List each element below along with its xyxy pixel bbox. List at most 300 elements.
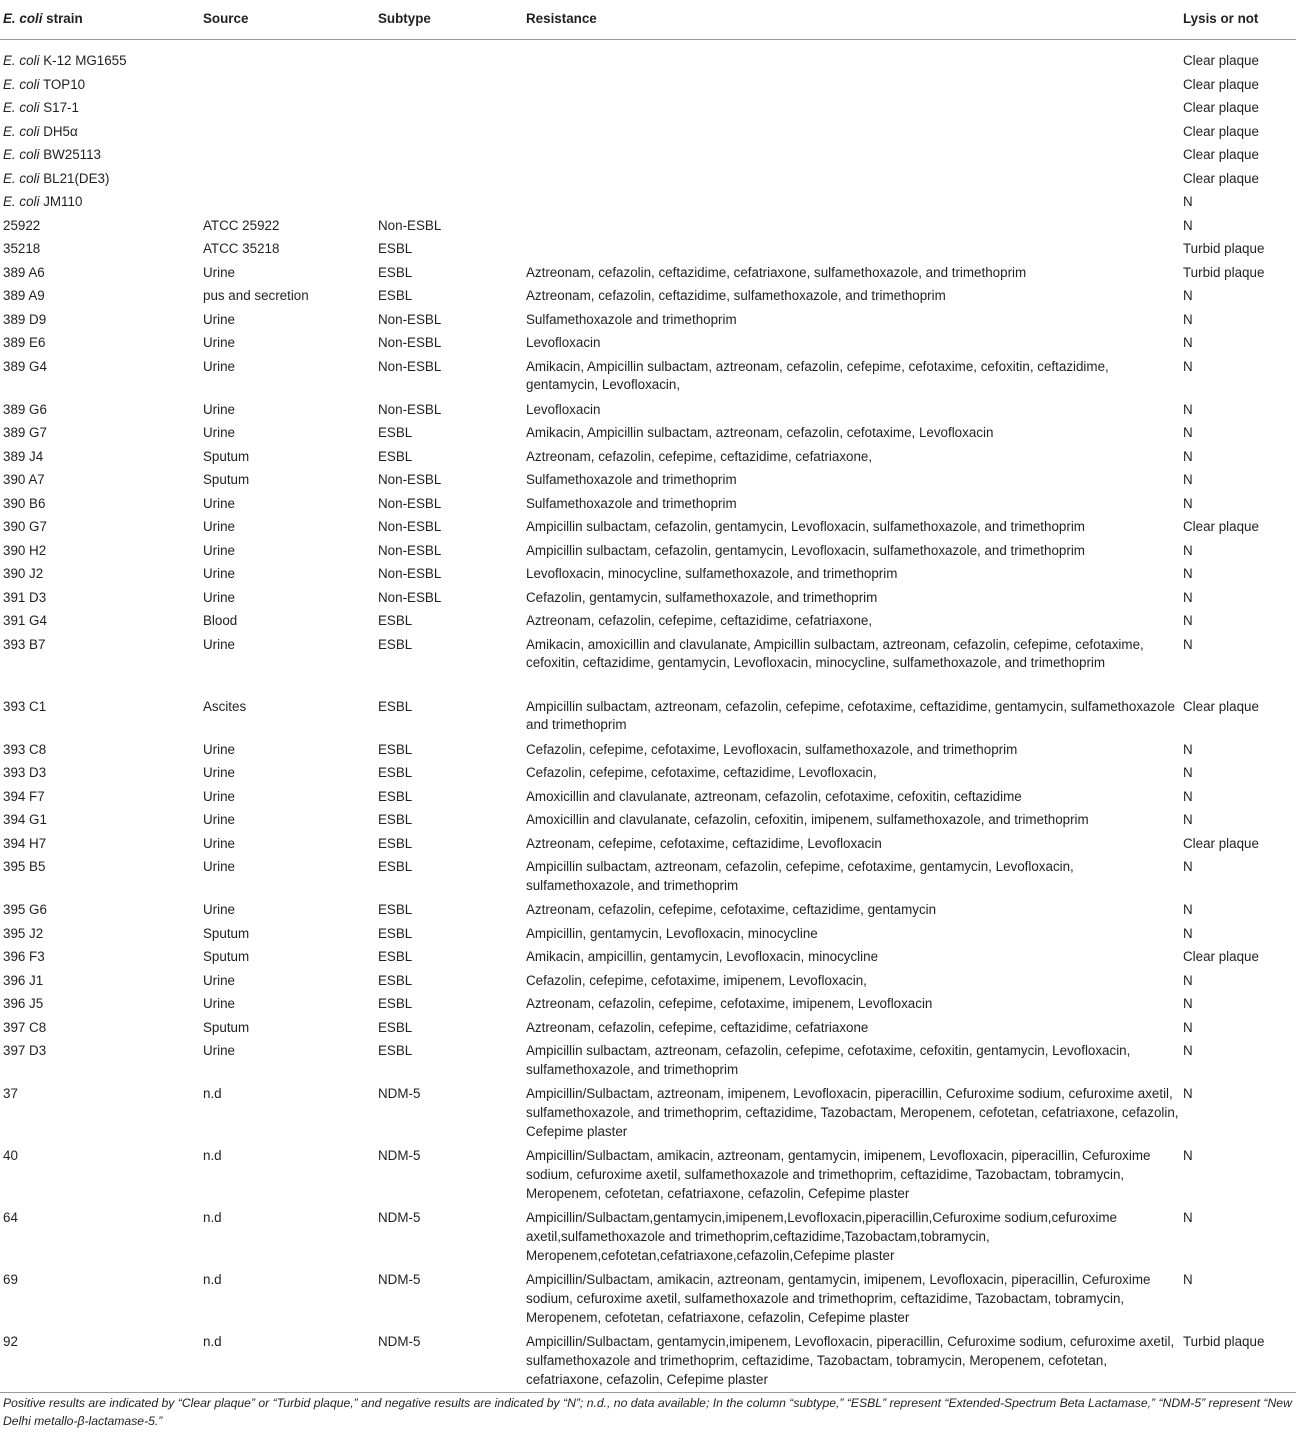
table-row <box>0 96 1296 120</box>
cell-strain-italic: E. coli <box>3 76 40 92</box>
cell-source <box>200 49 375 73</box>
cell-strain <box>0 445 200 469</box>
table-row <box>0 237 1296 261</box>
cell-lysis: Clear plaque <box>1183 698 1259 714</box>
table-row <box>0 1016 1296 1040</box>
cell-resistance: Ampicillin/Sulbactam,gentamycin,imipenem,Levofloxacin,piperacillin,Cefuroxime sodium,cefuroxime axetil,sulfamethoxazole and trimethoprim,ceftazidime,Tazobactam,tobramycin, Meropenem,cefotetan,cefatriaxone,cefazolin,Cefepime plaster <box>526 1210 1117 1263</box>
cell-strain-italic: E. coli <box>3 123 40 139</box>
cell-strain <box>0 761 200 785</box>
cell-resistance <box>523 120 1180 144</box>
cell-strain-name: 395 J2 <box>3 925 44 941</box>
cell-source <box>200 73 375 97</box>
table-row <box>0 120 1296 144</box>
cell-lysis: N <box>1183 1148 1193 1163</box>
cell-source: Blood <box>203 613 238 628</box>
cell-subtype: ESBL <box>378 902 413 917</box>
cell-subtype: ESBL <box>378 972 413 988</box>
table-row <box>0 468 1296 492</box>
cell-strain <box>0 190 200 214</box>
cell-strain <box>0 421 200 445</box>
table-row <box>0 167 1296 191</box>
cell-subtype: ESBL <box>378 698 413 714</box>
table-row <box>0 355 1296 398</box>
cell-lysis: N <box>1183 217 1193 233</box>
cell-subtype: ESBL <box>378 765 413 780</box>
cell-subtype: Non-ESBL <box>378 566 442 581</box>
cell-strain <box>0 609 200 633</box>
header-source: Source <box>200 0 375 39</box>
cell-source <box>200 120 375 144</box>
cell-resistance: Ampicillin sulbactam, cefazolin, gentamycin, Levofloxacin, sulfamethoxazole, and trimethoprim <box>526 542 1085 558</box>
table-row <box>0 214 1296 238</box>
cell-subtype <box>375 167 523 191</box>
cell-subtype <box>375 143 523 167</box>
cell-resistance <box>523 237 1180 261</box>
table-row <box>0 1330 1296 1392</box>
cell-source: Urine <box>203 902 235 917</box>
cell-subtype: Non-ESBL <box>378 217 442 233</box>
cell-strain <box>0 49 200 73</box>
cell-resistance: Amoxicillin and clavulanate, cefazolin, cefoxitin, imipenem, sulfamethoxazole, and trimethoprim <box>526 812 1089 827</box>
cell-strain <box>0 1082 200 1144</box>
cell-resistance: Ampicillin/Sulbactam, gentamycin,imipenem, Levofloxacin, piperacillin, Cefuroxime sodium, cefuroxime axetil, sulfamethoxazole and trimethoprim, ceftazidime, Tazobactam, tobramycin, Meropenem, cefotetan, cefatriaxone, cefazolin, Cefepime plaster <box>523 1330 1180 1392</box>
cell-resistance: Ampicillin/Sulbactam, aztreonam, imipenem, Levofloxacin, piperacillin, Cefuroxime sodium, cefuroxime axetil, sulfamethoxazole, and trimethoprim, ceftazidime, Tazobactam, Meropenem, cefotetan, cefatriaxone, cefazolin, Cefepime plaster <box>526 1086 1179 1139</box>
cell-lysis: N <box>1183 812 1193 827</box>
cell-lysis: Clear plaque <box>1183 170 1259 186</box>
cell-source: n.d <box>203 1210 222 1225</box>
table-row <box>0 832 1296 856</box>
cell-resistance: Sulfamethoxazole and trimethoprim <box>526 495 737 511</box>
cell-lysis: N <box>1183 1086 1193 1101</box>
cell-strain <box>0 331 200 355</box>
cell-subtype: NDM-5 <box>375 1330 523 1392</box>
cell-resistance <box>523 167 1180 191</box>
table-row <box>0 261 1296 285</box>
table-footnote: Positive results are indicated by “Clear plaque” or “Turbid plaque,” and negative results are indicated by “N”; n.d., no data available; In the column “subtype,” “ESBL” represent “Extended-Spectrum Beta Lactamase,” “NDM-5” represent “New Delhi metallo-β-lactamase-5.” <box>3 1396 1292 1428</box>
table-row <box>0 515 1296 539</box>
cell-resistance: Aztreonam, cefazolin, ceftazidime, cefatriaxone, sulfamethoxazole, and trimethoprim <box>526 264 1027 280</box>
cell-strain <box>0 898 200 922</box>
cell-lysis: N <box>1183 1043 1193 1058</box>
cell-resistance: Levofloxacin, minocycline, sulfamethoxazole, and trimethoprim <box>526 566 898 581</box>
cell-strain <box>0 1268 200 1330</box>
cell-strain <box>0 969 200 993</box>
cell-lysis: N <box>1183 472 1193 487</box>
table-row <box>0 398 1296 422</box>
table-row <box>0 331 1296 355</box>
cell-strain <box>0 1016 200 1040</box>
cell-source: Sputum <box>203 925 250 941</box>
cell-strain <box>0 855 200 898</box>
cell-strain <box>0 120 200 144</box>
cell-lysis: N <box>1183 1272 1193 1287</box>
cell-strain-name: 389 J4 <box>3 448 44 464</box>
cell-strain <box>0 492 200 516</box>
table-row <box>0 898 1296 922</box>
cell-strain-name: 396 F3 <box>3 949 45 964</box>
cell-strain-name: 390 B6 <box>3 495 46 511</box>
cell-strain-name: 390 A7 <box>3 472 45 487</box>
cell-strain <box>0 143 200 167</box>
table-row <box>0 609 1296 633</box>
cell-resistance <box>523 190 1180 214</box>
table-row <box>0 73 1296 97</box>
cell-strain <box>0 785 200 809</box>
cell-strain <box>0 73 200 97</box>
cell-resistance: Ampicillin/Sulbactam, amikacin, aztreonam, gentamycin, imipenem, Levofloxacin, piperacillin, Cefuroxime sodium, cefuroxime axetil, sulfamethoxazole and trimethoprim, ceftazidime, Tazobactam, tobramycin, Meropenem, cefotetan, cefatriaxone, cefazolin, Cefepime plaster <box>526 1272 1151 1325</box>
cell-source: ATCC 25922 <box>203 217 280 233</box>
cell-source: Urine <box>203 741 235 757</box>
cell-strain-name: 396 J5 <box>3 996 44 1011</box>
cell-strain-name: 389 G7 <box>3 425 47 440</box>
cell-strain-name: 393 C1 <box>3 698 47 714</box>
table-row <box>0 1039 1296 1082</box>
cell-strain-name: BL21(DE3) <box>39 170 110 186</box>
cell-source: Urine <box>203 542 235 558</box>
cell-subtype: ESBL <box>378 448 413 464</box>
cell-lysis: N <box>1183 311 1193 327</box>
header-strain-italic: E. coli <box>3 11 43 26</box>
cell-strain-name: 394 G1 <box>3 812 47 827</box>
cell-strain <box>0 468 200 492</box>
cell-lysis: Clear plaque <box>1183 147 1259 162</box>
cell-strain-italic: E. coli <box>3 194 40 209</box>
cell-resistance: Ampicillin sulbactam, aztreonam, cefazolin, cefepime, cefotaxime, cefoxitin, gentamycin, Levofloxacin, sulfamethoxazole, and trimethoprim <box>526 1043 1131 1077</box>
cell-lysis: Clear plaque <box>1183 949 1259 964</box>
cell-source: Ascites <box>203 698 247 714</box>
cell-subtype: Non-ESBL <box>378 519 442 534</box>
cell-strain-name: 35218 <box>3 241 41 256</box>
cell-lysis: N <box>1183 335 1193 350</box>
cell-subtype: Non-ESBL <box>378 311 442 327</box>
cell-strain-name: 393 D3 <box>3 765 47 780</box>
cell-subtype: ESBL <box>378 925 413 941</box>
cell-source: n.d <box>203 1148 222 1163</box>
cell-source: Urine <box>203 765 235 780</box>
cell-subtype: ESBL <box>378 1043 413 1058</box>
cell-strain-name: 394 H7 <box>3 835 47 851</box>
cell-strain-name: TOP10 <box>39 76 86 92</box>
cell-lysis: N <box>1183 566 1193 581</box>
cell-source: Urine <box>203 335 235 350</box>
cell-strain-name: 389 A9 <box>3 288 45 303</box>
cell-strain-name: 25922 <box>3 217 41 233</box>
table-row <box>0 143 1296 167</box>
table-row <box>0 562 1296 586</box>
cell-subtype: ESBL <box>378 288 413 303</box>
cell-strain-name: 64 <box>3 1210 18 1225</box>
cell-source: n.d <box>203 1272 222 1287</box>
cell-resistance: Aztreonam, cefepime, cefotaxime, ceftazidime, Levofloxacin <box>526 835 882 851</box>
cell-subtype: ESBL <box>378 241 413 256</box>
cell-strain <box>0 1330 200 1392</box>
cell-strain-name: 396 J1 <box>3 972 44 988</box>
cell-subtype: ESBL <box>378 264 413 280</box>
cell-strain <box>0 1039 200 1082</box>
cell-source: Urine <box>203 495 235 511</box>
cell-strain <box>0 738 200 762</box>
cell-resistance: Sulfamethoxazole and trimethoprim <box>526 472 737 487</box>
cell-strain-name: DH5α <box>39 123 78 139</box>
table-row <box>0 1082 1296 1144</box>
cell-source <box>200 167 375 191</box>
table-row <box>0 922 1296 946</box>
table-row <box>0 855 1296 898</box>
cell-resistance: Aztreonam, cefazolin, cefepime, ceftazidime, cefatriaxone, <box>526 448 873 464</box>
cell-strain-name: 391 D3 <box>3 589 47 605</box>
cell-subtype <box>375 190 523 214</box>
cell-strain-name: BW25113 <box>39 147 102 162</box>
table-row <box>0 421 1296 445</box>
cell-subtype: ESBL <box>378 812 413 827</box>
cell-lysis: N <box>1183 1019 1193 1035</box>
cell-lysis: N <box>1183 542 1193 558</box>
cell-subtype: ESBL <box>378 636 413 652</box>
cell-source: Urine <box>203 972 235 988</box>
cell-strain-name: 390 J2 <box>3 566 44 581</box>
cell-resistance: Amikacin, Ampicillin sulbactam, aztreonam, cefazolin, cefepime, cefotaxime, cefoxitin, ceftazidime, gentamycin, Levofloxacin, <box>526 358 1109 393</box>
cell-lysis: N <box>1183 972 1193 988</box>
cell-lysis: Clear plaque <box>1183 53 1259 68</box>
cell-strain-name: 389 E6 <box>3 335 46 350</box>
cell-lysis: N <box>1183 288 1193 303</box>
cell-resistance: Ampicillin sulbactam, aztreonam, cefazolin, cefepime, cefotaxime, ceftazidime, gentamycin, sulfamethoxazole and trimethoprim <box>526 698 1175 733</box>
cell-resistance: Aztreonam, cefazolin, cefepime, cefotaxime, ceftazidime, gentamycin <box>526 902 937 917</box>
cell-lysis: Clear plaque <box>1183 835 1259 851</box>
cell-source: Urine <box>203 788 235 804</box>
cell-strain-name: 397 C8 <box>3 1019 47 1035</box>
cell-strain <box>0 237 200 261</box>
cell-subtype: ESBL <box>378 788 413 804</box>
header-strain-rest: strain <box>42 11 83 26</box>
cell-strain-name: 395 B5 <box>3 859 46 874</box>
cell-resistance: Cefazolin, cefepime, cefotaxime, Levofloxacin, sulfamethoxazole, and trimethoprim <box>526 741 1018 757</box>
cell-source: Sputum <box>203 448 250 464</box>
cell-subtype: ESBL <box>378 835 413 851</box>
cell-strain <box>0 695 200 738</box>
cell-strain-name: 40 <box>3 1148 18 1163</box>
cell-source <box>200 190 375 214</box>
cell-source: Urine <box>203 264 235 280</box>
cell-strain <box>0 167 200 191</box>
table-row <box>0 808 1296 832</box>
cell-strain-name: 393 C8 <box>3 741 47 757</box>
header-resistance: Resistance <box>523 0 1180 39</box>
table-row <box>0 945 1296 969</box>
cell-strain <box>0 1144 200 1206</box>
cell-subtype: NDM-5 <box>378 1272 421 1287</box>
cell-subtype: Non-ESBL <box>378 358 442 374</box>
cell-source: n.d <box>200 1330 375 1392</box>
cell-strain-italic: E. coli <box>3 53 40 68</box>
cell-lysis: N <box>1183 636 1193 652</box>
cell-strain <box>0 945 200 969</box>
cell-subtype: ESBL <box>378 859 413 874</box>
cell-lysis: N <box>1183 1210 1193 1225</box>
cell-source <box>200 143 375 167</box>
cell-strain-name: 393 B7 <box>3 636 46 652</box>
cell-strain-italic: E. coli <box>3 100 40 115</box>
cell-subtype <box>375 120 523 144</box>
cell-strain <box>0 355 200 398</box>
cell-strain <box>0 808 200 832</box>
table-row <box>0 1268 1296 1330</box>
cell-resistance: Aztreonam, cefazolin, cefepime, ceftazidime, cefatriaxone, <box>526 613 873 628</box>
cell-source: Urine <box>203 636 235 652</box>
cell-lysis: N <box>1183 765 1193 780</box>
cell-resistance <box>523 73 1180 97</box>
cell-subtype: ESBL <box>378 425 413 440</box>
cell-source: Urine <box>203 589 235 605</box>
cell-source: pus and secretion <box>203 288 309 303</box>
cell-strain-name: 92 <box>3 1334 18 1349</box>
cell-resistance: Levofloxacin <box>526 335 601 350</box>
cell-strain-name: 389 G6 <box>3 401 47 417</box>
cell-resistance: Amoxicillin and clavulanate, aztreonam, cefazolin, cefotaxime, cefoxitin, ceftazidime <box>526 788 1022 804</box>
table-row <box>0 738 1296 762</box>
cell-strain-italic: E. coli <box>3 170 40 186</box>
cell-lysis: N <box>1183 996 1193 1011</box>
cell-lysis: Clear plaque <box>1183 123 1259 139</box>
cell-source: Urine <box>203 859 235 874</box>
cell-resistance: Cefazolin, cefepime, cefotaxime, ceftazidime, Levofloxacin, <box>526 765 877 780</box>
cell-strain-name: 397 D3 <box>3 1043 47 1058</box>
cell-subtype: NDM-5 <box>378 1086 421 1101</box>
cell-strain <box>0 586 200 610</box>
cell-strain <box>0 832 200 856</box>
table-body <box>0 39 1296 1392</box>
cell-resistance: Cefazolin, gentamycin, sulfamethoxazole, and trimethoprim <box>526 589 878 605</box>
table-row <box>0 445 1296 469</box>
cell-strain <box>0 398 200 422</box>
table-row <box>0 586 1296 610</box>
cell-resistance: Amikacin, amoxicillin and clavulanate, Ampicillin sulbactam, aztreonam, cefazolin, cefepime, cefotaxime, cefoxitin, ceftazidime, gentamycin, Levofloxacin, minocycline, sulfamethoxazole, and trimethoprim <box>526 636 1144 671</box>
cell-strain-name: S17-1 <box>39 100 79 115</box>
table-row <box>0 695 1296 738</box>
cell-resistance: Ampicillin/Sulbactam, amikacin, aztreonam, gentamycin, imipenem, Levofloxacin, piperacillin, Cefuroxime sodium, cefuroxime axetil, sulfamethoxazole and trimethoprim, ceftazidime, Tazobactam, tobramycin, Meropenem, cefotetan, cefatriaxone, cefazolin, Cefepime plaster <box>526 1148 1151 1201</box>
cell-resistance: Sulfamethoxazole and trimethoprim <box>526 311 737 327</box>
table-row <box>0 785 1296 809</box>
cell-resistance: Ampicillin sulbactam, aztreonam, cefazolin, cefepime, cefotaxime, gentamycin, Levofloxacin, sulfamethoxazole, and trimethoprim <box>526 859 1074 893</box>
cell-lysis: N <box>1183 925 1193 941</box>
cell-lysis: Clear plaque <box>1183 100 1259 115</box>
cell-subtype: NDM-5 <box>378 1148 421 1163</box>
cell-source: Urine <box>203 519 235 534</box>
cell-lysis: N <box>1183 613 1193 628</box>
header-lysis: Lysis or not <box>1180 0 1296 39</box>
cell-subtype: ESBL <box>378 1019 413 1035</box>
cell-source: Sputum <box>203 1019 250 1035</box>
table-row <box>0 49 1296 73</box>
cell-strain-name: 394 F7 <box>3 788 45 804</box>
cell-lysis: N <box>1183 902 1193 917</box>
cell-strain <box>0 1206 200 1268</box>
cell-resistance: Amikacin, Ampicillin sulbactam, aztreonam, cefazolin, cefotaxime, Levofloxacin <box>526 425 994 440</box>
table-row <box>0 1144 1296 1206</box>
cell-subtype: Non-ESBL <box>378 335 442 350</box>
cell-subtype: ESBL <box>378 949 413 964</box>
cell-subtype: Non-ESBL <box>378 401 442 417</box>
cell-source: Urine <box>203 401 235 417</box>
cell-resistance: Aztreonam, cefazolin, cefepime, ceftazidime, cefatriaxone <box>526 1019 869 1035</box>
cell-source: Urine <box>203 358 235 374</box>
cell-strain-name: 395 G6 <box>3 902 47 917</box>
table-row <box>0 308 1296 332</box>
cell-subtype: Non-ESBL <box>378 472 442 487</box>
cell-subtype: ESBL <box>378 741 413 757</box>
cell-resistance <box>523 96 1180 120</box>
table-row <box>0 284 1296 308</box>
cell-strain <box>0 96 200 120</box>
cell-strain <box>0 922 200 946</box>
cell-strain-name: 69 <box>3 1272 18 1287</box>
cell-lysis: Turbid plaque <box>1183 264 1265 280</box>
table-row <box>0 492 1296 516</box>
cell-resistance: Ampicillin, gentamycin, Levofloxacin, minocycline <box>526 925 818 941</box>
cell-subtype <box>375 96 523 120</box>
cell-source: Urine <box>203 812 235 827</box>
cell-strain <box>0 992 200 1016</box>
cell-strain-italic: E. coli <box>3 147 40 162</box>
cell-subtype: Non-ESBL <box>378 589 442 605</box>
header-row <box>0 0 1296 39</box>
cell-strain <box>0 261 200 285</box>
cell-strain-name: 391 G4 <box>3 613 47 628</box>
cell-source <box>200 96 375 120</box>
table-row <box>0 992 1296 1016</box>
cell-subtype <box>375 73 523 97</box>
cell-resistance: Aztreonam, cefazolin, cefepime, cefotaxime, imipenem, Levofloxacin <box>526 996 933 1011</box>
cell-strain <box>0 539 200 563</box>
cell-strain <box>0 214 200 238</box>
cell-subtype: NDM-5 <box>378 1210 421 1225</box>
spacer-row <box>0 39 1296 49</box>
cell-subtype: Non-ESBL <box>378 542 442 558</box>
cell-lysis: N <box>1183 788 1193 804</box>
cell-strain-name: 390 H2 <box>3 542 47 558</box>
cell-lysis: N <box>1183 194 1193 209</box>
cell-strain-name: 37 <box>3 1086 18 1101</box>
cell-lysis: N <box>1183 401 1193 417</box>
cell-strain <box>0 284 200 308</box>
table-row <box>0 761 1296 785</box>
cell-lysis: N <box>1183 589 1193 605</box>
cell-strain-name: 389 G4 <box>3 358 47 374</box>
cell-source: Urine <box>203 835 235 851</box>
cell-subtype: ESBL <box>378 613 413 628</box>
cell-lysis: N <box>1183 425 1193 440</box>
cell-subtype <box>375 49 523 73</box>
cell-lysis: Turbid plaque <box>1180 1330 1296 1392</box>
table-row <box>0 633 1296 695</box>
cell-strain-name: JM110 <box>39 194 83 209</box>
cell-strain <box>0 308 200 332</box>
cell-resistance: Levofloxacin <box>526 401 601 417</box>
cell-source: Urine <box>203 311 235 327</box>
cell-strain-name: 390 G7 <box>3 519 47 534</box>
cell-lysis: N <box>1183 448 1193 464</box>
cell-lysis: N <box>1183 495 1193 511</box>
cell-source: n.d <box>203 1086 222 1101</box>
cell-strain-name: K-12 MG1655 <box>39 53 127 68</box>
cell-source: Urine <box>203 996 235 1011</box>
cell-resistance: Ampicillin sulbactam, cefazolin, gentamycin, Levofloxacin, sulfamethoxazole, and trimethoprim <box>526 519 1085 534</box>
cell-lysis: N <box>1183 358 1193 374</box>
cell-lysis: Clear plaque <box>1183 76 1259 92</box>
cell-lysis: N <box>1183 859 1193 874</box>
spacer-cell <box>0 39 1296 49</box>
table-row <box>0 539 1296 563</box>
